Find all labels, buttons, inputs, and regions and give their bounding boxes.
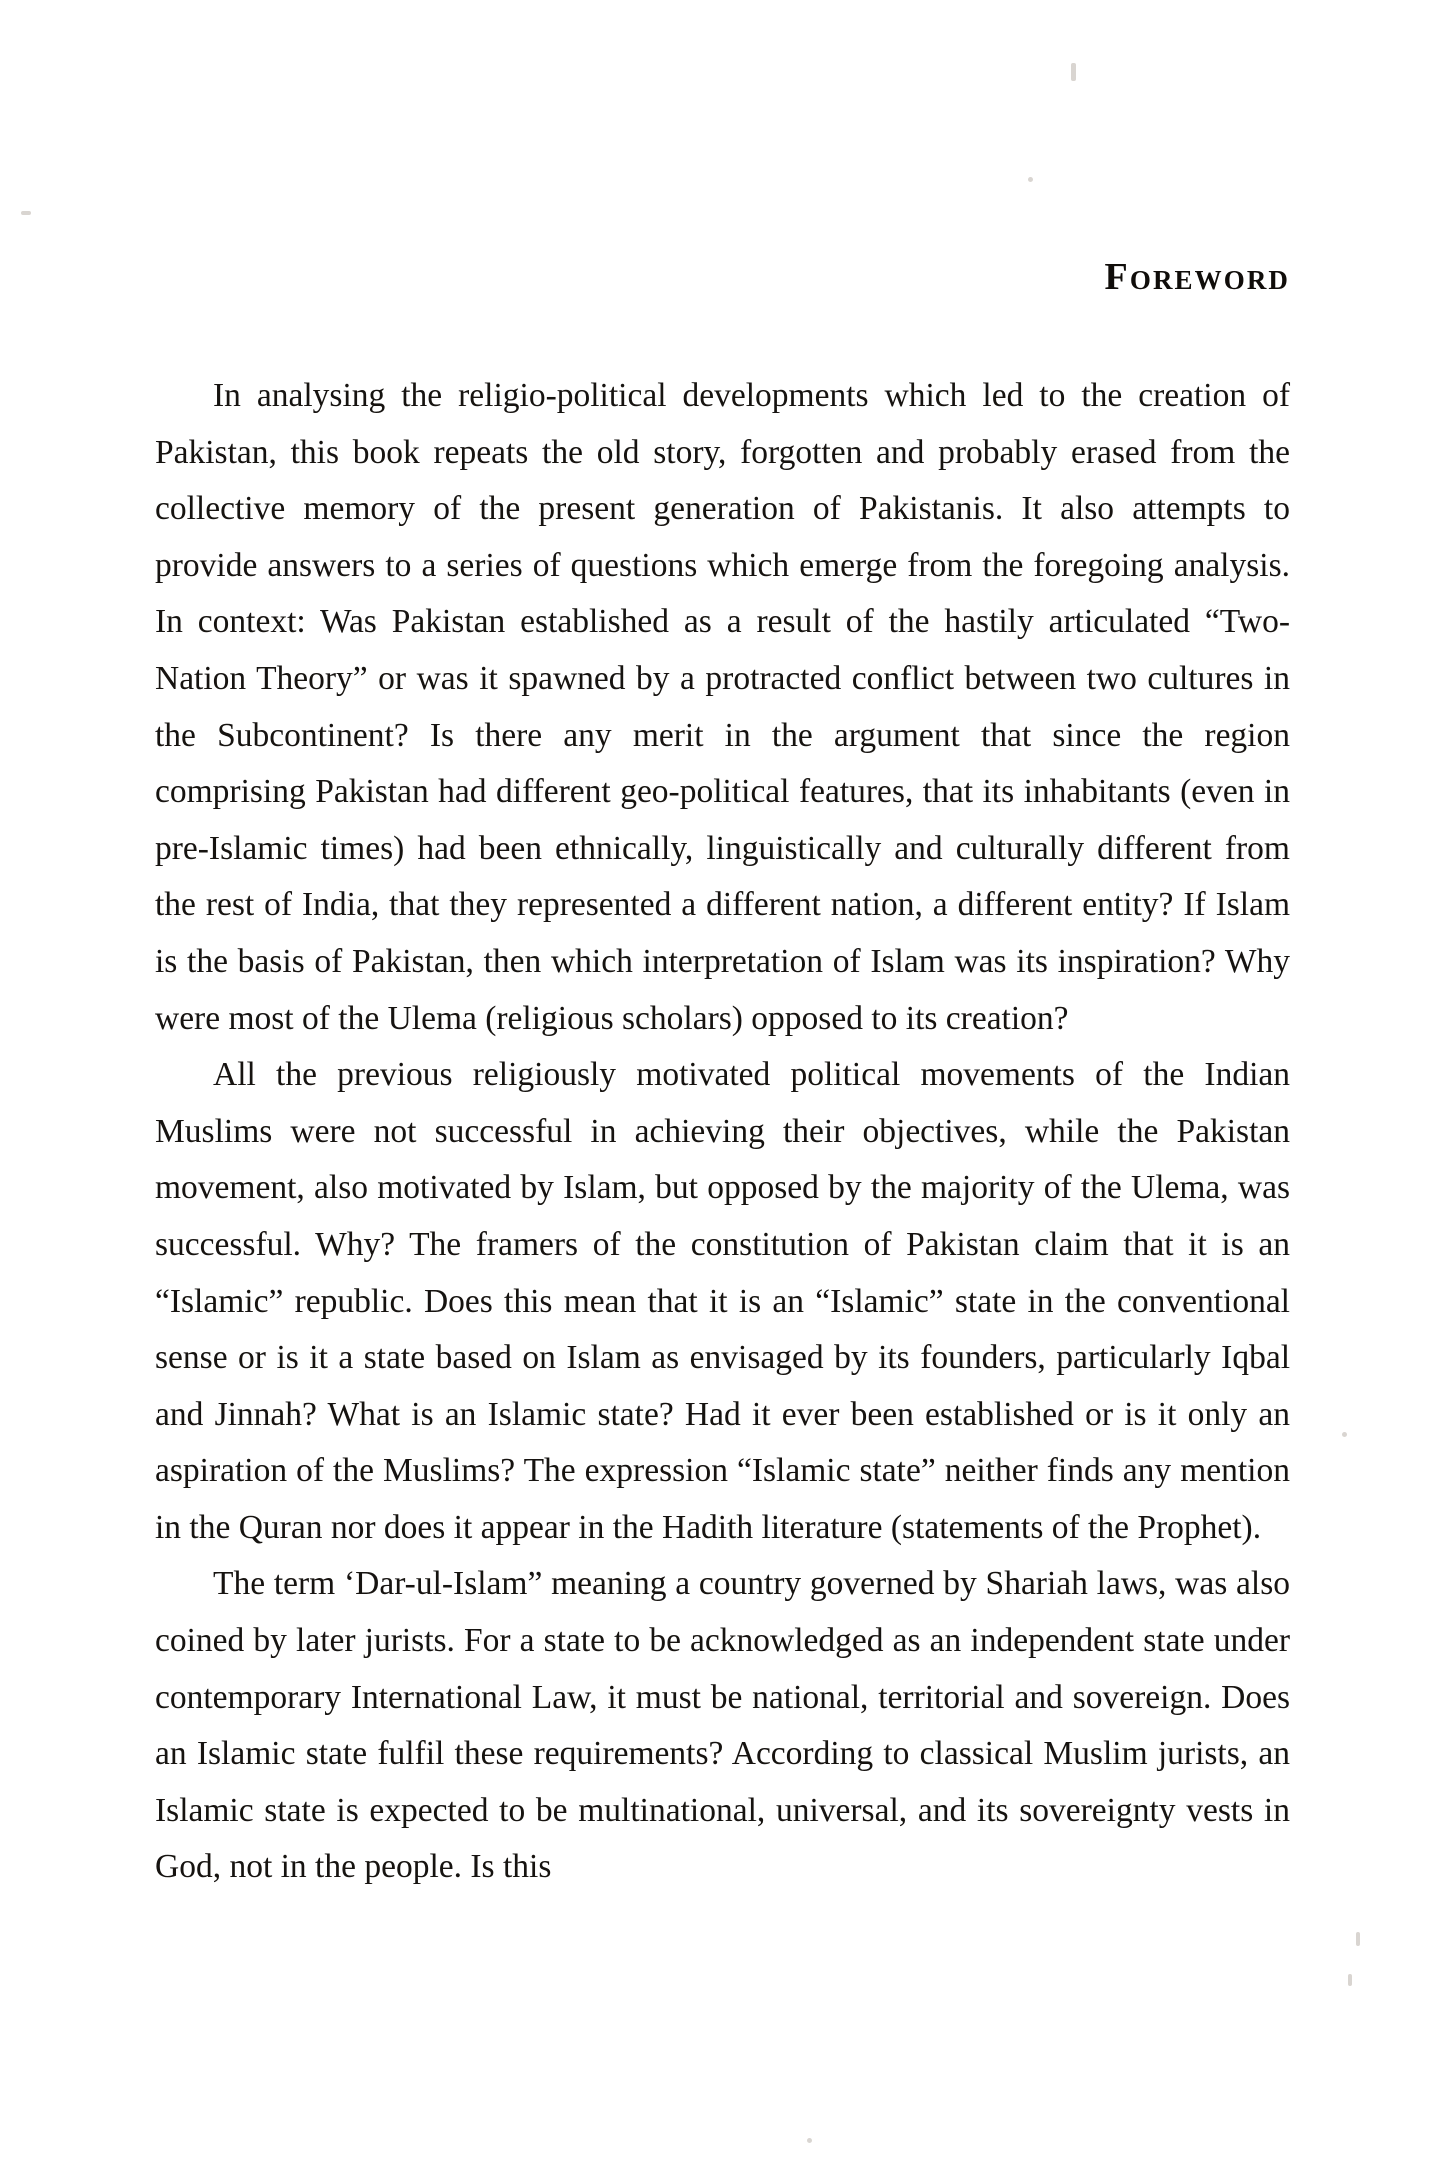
scan-speck (807, 2138, 812, 2143)
scan-speck (1356, 1932, 1360, 1946)
scan-speck (21, 211, 31, 215)
paragraph: In analysing the religio-political developments which led to the creation of Pakistan, this book repeats the old story, forgotten and probably erased from the collective memory of the present generation of Pakistanis. It also attempts to provide answers to a series of questions which emerge from the foregoing analysis. In context: Was Pakistan established as a result of the hastily articulated “Two-Nation Theory” or was it spawned by a protracted conflict between two cultures in the Subcontinent? Is there any merit in the argument that since the region comprising Pakistan had different geo-political features, that its inhabitants (even in pre-Islamic times) had been ethnically, linguistically and culturally different from the rest of India, that they represented a different nation, a different entity? If Islam is the basis of Pakistan, then which interpretation of Islam was its inspiration? Why were most of the Ulema (religious scholars) opposed to its creation? (155, 377, 1290, 1037)
page-title: Foreword (1104, 256, 1290, 298)
scan-speck (1342, 1432, 1347, 1437)
paragraph: All the previous religiously motivated political movements of the Indian Muslims were not successful in achieving their objectives, while the Pakistan movement, also motivated by Islam, but opposed by the majority of the Ulema, was successful. Why? The framers of the constitution of Pakistan claim that it is an “Islamic” republic. Does this mean that it is an “Islamic” state in the conventional sense or is it a state based on Islam as envisaged by its founders, particularly Iqbal and Jinnah? What is an Islamic state? Had it ever been established or is it only an aspiration of the Muslims? The expression “Islamic state” neither finds any mention in the Quran nor does it appear in the Hadith literature (statements of the Prophet). (155, 1056, 1290, 1546)
scan-speck (1028, 177, 1033, 182)
scan-speck (1348, 1974, 1352, 1986)
text-block (155, 258, 1290, 1896)
scan-speck (1071, 63, 1076, 81)
body-copy (155, 368, 1290, 1896)
paragraph: The term ‘Dar-ul-Islam” meaning a country governed by Shariah laws, was also coined by later jurists. For a state to be acknowledged as an independent state under contemporary International Law, it must be national, territorial and sovereign. Does an Islamic state fulfil these requirements? According to classical Muslim jurists, an Islamic state is expected to be multinational, universal, and its sovereignty vests in God, not in the people. Is this (155, 1565, 1290, 1886)
